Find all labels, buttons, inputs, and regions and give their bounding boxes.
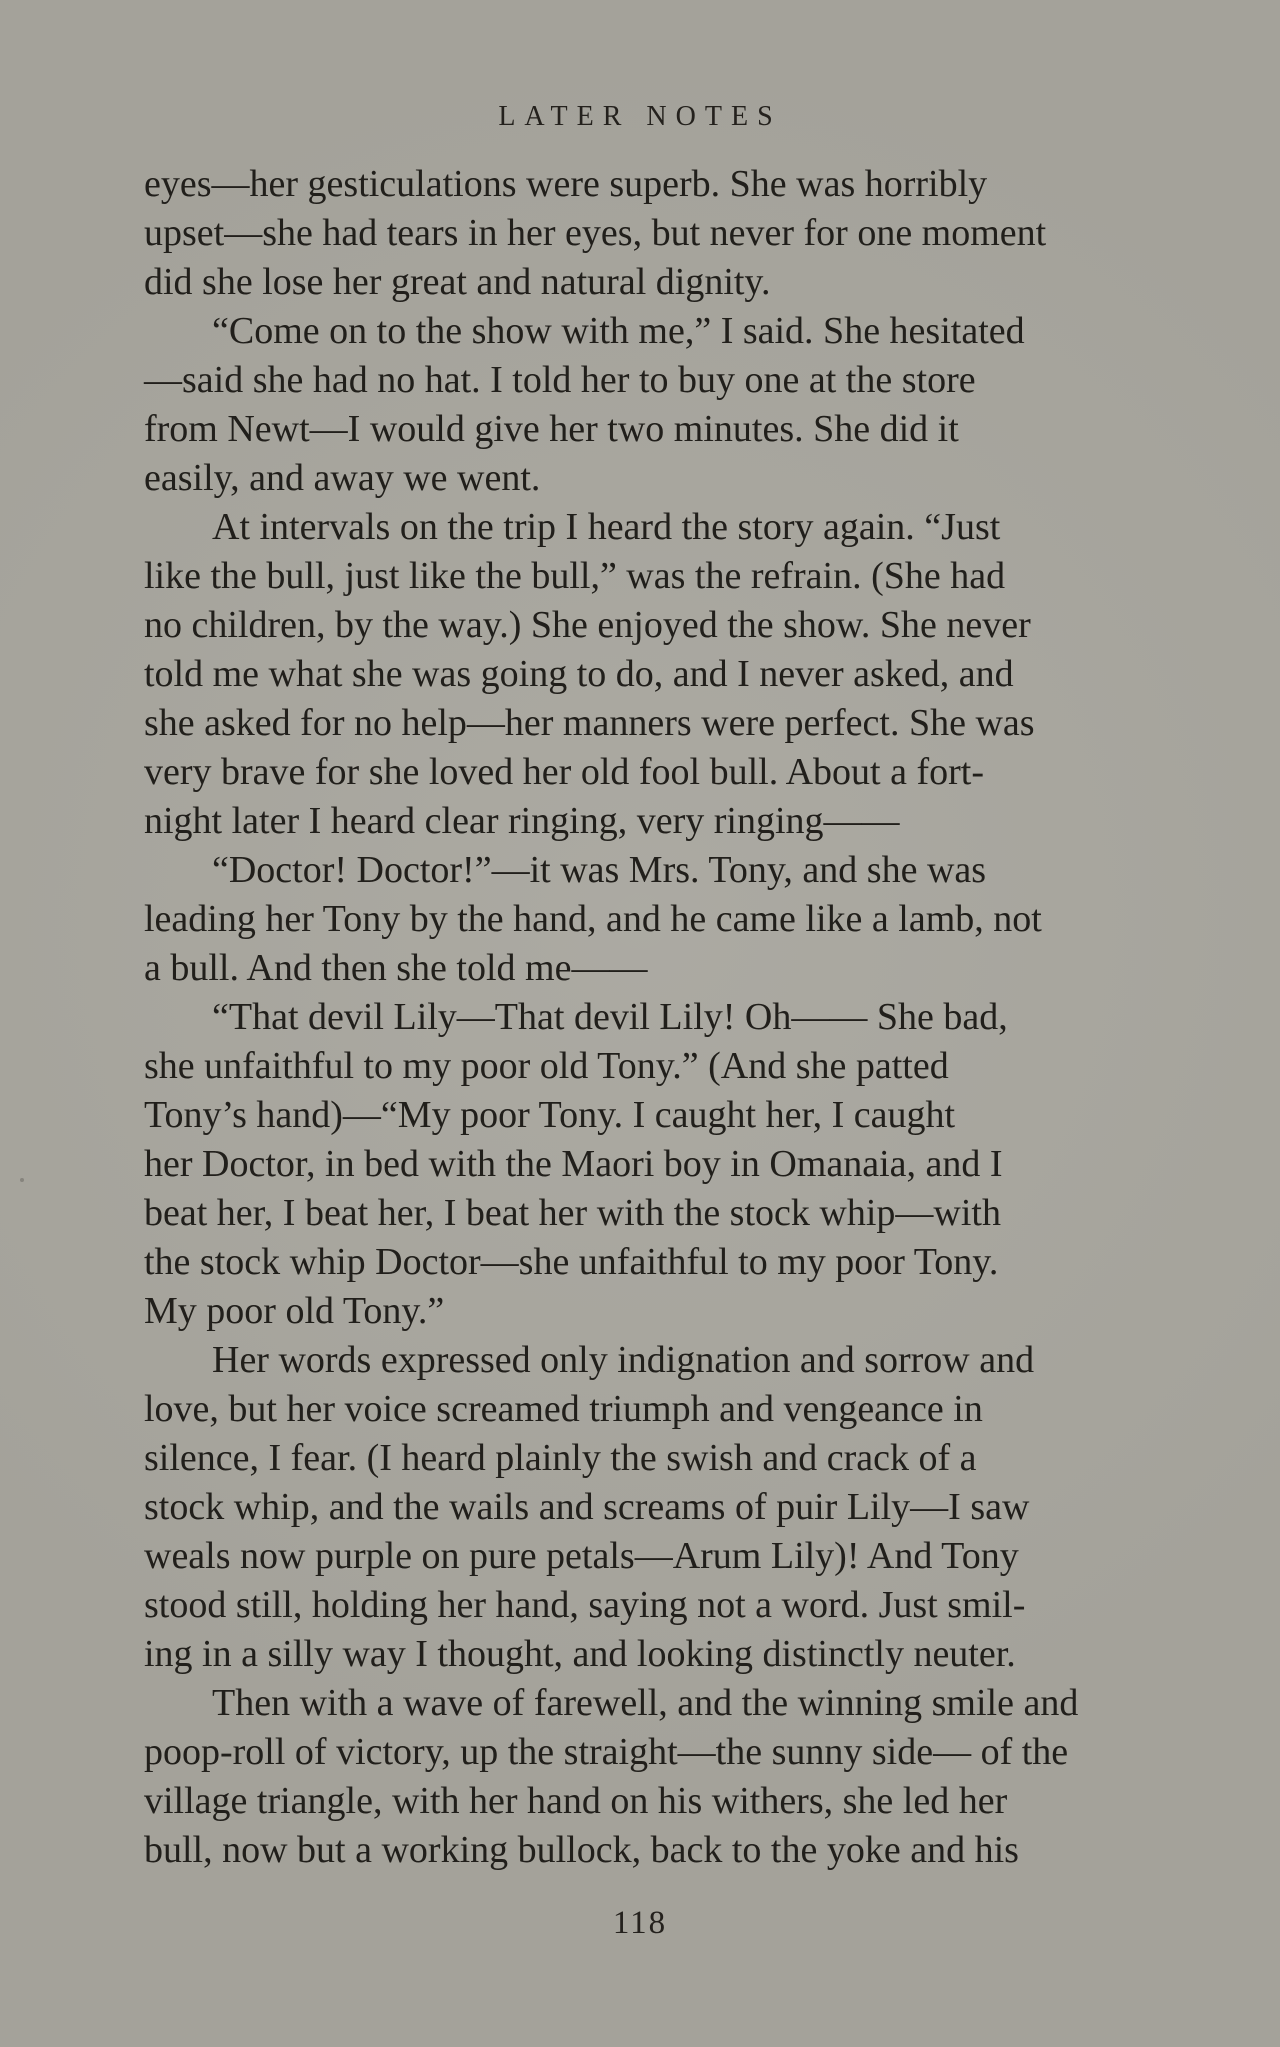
text-line xyxy=(144,1091,1208,1140)
line-text: My poor old Tony.” xyxy=(144,1290,445,1332)
line-text: told me what she was going to do, and I never asked, and xyxy=(144,653,1014,695)
line-text: like the bull, just like the bull,” was the refrain. (She had xyxy=(144,555,1006,597)
text-line xyxy=(144,1336,1208,1385)
line-text: poop-roll of victory, up the straight—the sunny side— of the xyxy=(144,1731,1069,1773)
line-text: silence, I fear. (I heard plainly the swish and crack of a xyxy=(144,1437,977,1479)
text-line xyxy=(144,846,1208,895)
text-line xyxy=(144,1777,1208,1826)
line-text: she asked for no help—her manners were perfect. She was xyxy=(144,702,1035,744)
text-line xyxy=(144,1826,1208,1875)
text-line xyxy=(144,503,1208,552)
page-number: 118 xyxy=(612,1905,668,1941)
line-text: At intervals on the trip I heard the story again. “Just xyxy=(212,506,1001,548)
text-line xyxy=(144,454,1208,503)
line-text: night later I heard clear ringing, very ringing—— xyxy=(144,800,900,842)
text-line xyxy=(144,1042,1208,1091)
line-text: Then with a wave of farewell, and the winning smile and xyxy=(212,1682,1079,1724)
text-line xyxy=(144,258,1208,307)
text-line xyxy=(144,993,1208,1042)
line-text: upset—she had tears in her eyes, but never for one moment xyxy=(144,212,1047,254)
text-line xyxy=(144,1140,1208,1189)
text-line xyxy=(144,797,1208,846)
line-text: from Newt—I would give her two minutes. She did it xyxy=(144,408,959,450)
text-line xyxy=(144,552,1208,601)
text-line xyxy=(144,1434,1208,1483)
line-text: Her words expressed only indignation and sorrow and xyxy=(212,1339,1035,1381)
line-text: love, but her voice screamed triumph and vengeance in xyxy=(144,1388,983,1430)
text-line xyxy=(144,1679,1208,1728)
line-text: Tony’s hand)—“My poor Tony. I caught her, I caught xyxy=(144,1094,956,1136)
text-line xyxy=(144,944,1208,993)
text-line xyxy=(144,1532,1208,1581)
running-head: LATER NOTES xyxy=(498,101,782,132)
text-line xyxy=(144,405,1208,454)
text-line xyxy=(144,1728,1208,1777)
text-line xyxy=(144,1385,1208,1434)
line-text: “Doctor! Doctor!”—it was Mrs. Tony, and she was xyxy=(212,849,987,891)
line-text: beat her, I beat her, I beat her with the stock whip—with xyxy=(144,1192,1001,1234)
text-line xyxy=(144,1287,1208,1336)
text-line xyxy=(144,356,1208,405)
line-text: the stock whip Doctor—she unfaithful to my poor Tony. xyxy=(144,1241,999,1283)
line-text: very brave for she loved her old fool bull. About a fort- xyxy=(144,751,984,793)
scan-speck xyxy=(20,1178,24,1182)
line-text: “Come on to the show with me,” I said. She hesitated xyxy=(212,310,1025,352)
text-line xyxy=(144,160,1208,209)
body-text xyxy=(144,160,1208,1875)
text-line xyxy=(144,1483,1208,1532)
line-text: weals now purple on pure petals—Arum Lily)! And Tony xyxy=(144,1535,1019,1577)
text-line xyxy=(144,895,1208,944)
line-text: her Doctor, in bed with the Maori boy in Omanaia, and I xyxy=(144,1143,1003,1185)
line-text: did she lose her great and natural dignity. xyxy=(144,261,771,303)
text-line xyxy=(144,1189,1208,1238)
text-line xyxy=(144,601,1208,650)
text-line xyxy=(144,1581,1208,1630)
text-line xyxy=(144,1238,1208,1287)
line-text: a bull. And then she told me—— xyxy=(144,947,648,989)
line-text: ing in a silly way I thought, and looking distinctly neuter. xyxy=(144,1633,1016,1675)
line-text: stood still, holding her hand, saying not a word. Just smil- xyxy=(144,1584,1026,1626)
line-text: eyes—her gesticulations were superb. She was horribly xyxy=(144,163,988,205)
line-text: village triangle, with her hand on his withers, she led her xyxy=(144,1780,1008,1822)
text-line xyxy=(144,1630,1208,1679)
line-text: “That devil Lily—That devil Lily! Oh—— She bad, xyxy=(212,996,1008,1038)
line-text: easily, and away we went. xyxy=(144,457,541,499)
line-text: leading her Tony by the hand, and he came like a lamb, not xyxy=(144,898,1042,940)
text-line xyxy=(144,650,1208,699)
text-line xyxy=(144,307,1208,356)
text-line xyxy=(144,748,1208,797)
text-line xyxy=(144,699,1208,748)
text-line xyxy=(144,209,1208,258)
line-text: she unfaithful to my poor old Tony.” (And she patted xyxy=(144,1045,949,1087)
line-text: no children, by the way.) She enjoyed the show. She never xyxy=(144,604,1031,646)
line-text: bull, now but a working bullock, back to the yoke and his xyxy=(144,1829,1019,1871)
line-text: —said she had no hat. I told her to buy one at the store xyxy=(144,359,976,401)
line-text: stock whip, and the wails and screams of puir Lily—I saw xyxy=(144,1486,1030,1528)
